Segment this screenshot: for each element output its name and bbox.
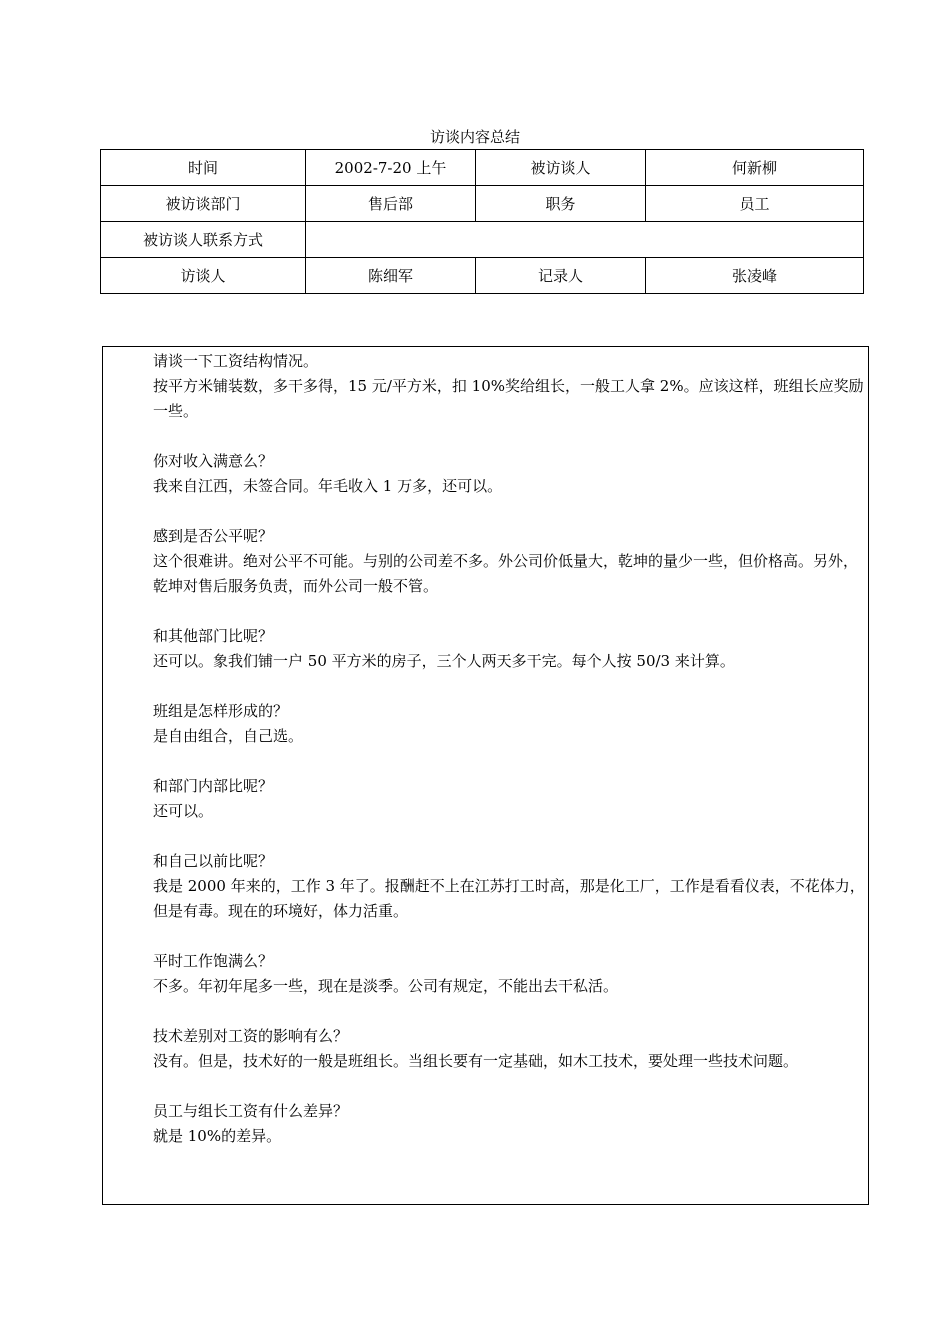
qa-item [153,774,865,824]
question-text: 班组是怎样形成的？ [153,702,289,720]
interviewer-value: 陈细军 [306,258,476,294]
department-value: 售后部 [306,186,476,222]
interview-info-table [100,149,864,294]
qa-item [153,624,865,674]
answer-text: 还可以。 [153,802,214,820]
question-text: 技术差别对工资的影响有么？ [153,1027,349,1045]
answer-text: 还可以。象我们铺一户 50 平方米的房子，三个人两天多干完。每个人按 50/3 来计算。 [153,652,735,670]
answer-text: 我来自江西，未签合同。年毛收入 1 万多，还可以。 [153,477,503,495]
position-value: 员工 [646,186,864,222]
recorder-value: 张凌峰 [646,258,864,294]
answer-text: 没有。但是，技术好的一般是班组长。当组长要有一定基础，如木工技术，要处理一些技术问题。 [153,1052,799,1070]
document-title: 访谈内容总结 [429,128,520,146]
contact-label: 被访谈人联系方式 [101,222,306,258]
table-row [101,222,864,258]
question-text: 请谈一下工资结构情况。 [153,352,319,370]
time-label: 时间 [101,150,306,186]
table-row [101,258,864,294]
question-text: 员工与组长工资有什么差异？ [153,1102,349,1120]
question-text: 和其他部门比呢？ [153,627,274,645]
interview-content-box [102,346,869,1205]
recorder-label: 记录人 [476,258,646,294]
time-value: 2002-7-20 上午 [306,150,476,186]
interviewee-label: 被访谈人 [476,150,646,186]
qa-item [153,449,865,499]
qa-item [153,699,865,749]
contact-value [306,222,864,258]
department-label: 被访谈部门 [101,186,306,222]
table-row [101,186,864,222]
answer-text: 我是 2000 年来的，工作 3 年了。报酬赶不上在江苏打工时高，那是化工厂，工作是看看仪表，不花体力，但是有毒。现在的环境好，体力活重。 [153,877,865,920]
answer-text: 按平方米铺装数，多干多得，15 元/平方米，扣 10%奖给组长，一般工人拿 2%。应该这样，班组长应奖励一些。 [153,377,864,420]
question-text: 和自己以前比呢？ [153,852,274,870]
interviewer-label: 访谈人 [101,258,306,294]
table-row [101,150,864,186]
position-label: 职务 [476,186,646,222]
qa-item [153,524,865,599]
qa-item [153,949,865,999]
question-text: 你对收入满意么？ [153,452,274,470]
question-text: 感到是否公平呢？ [153,527,274,545]
answer-text: 是自由组合，自己选。 [153,727,304,745]
qa-item [153,1099,865,1149]
qa-item [153,349,865,424]
qa-item [153,1024,865,1074]
interviewee-value: 何新柳 [646,150,864,186]
question-text: 平时工作饱满么？ [153,952,274,970]
answer-text: 不多。年初年尾多一些，现在是淡季。公司有规定，不能出去干私活。 [153,977,619,995]
answer-text: 这个很难讲。绝对公平不可能。与别的公司差不多。外公司价低量大，乾坤的量少一些，但价格高。另外，乾坤对售后服务负责，而外公司一般不管。 [153,552,859,595]
qa-list [153,349,865,1174]
qa-item [153,849,865,924]
question-text: 和部门内部比呢？ [153,777,274,795]
answer-text: 就是 10%的差异。 [153,1127,282,1145]
